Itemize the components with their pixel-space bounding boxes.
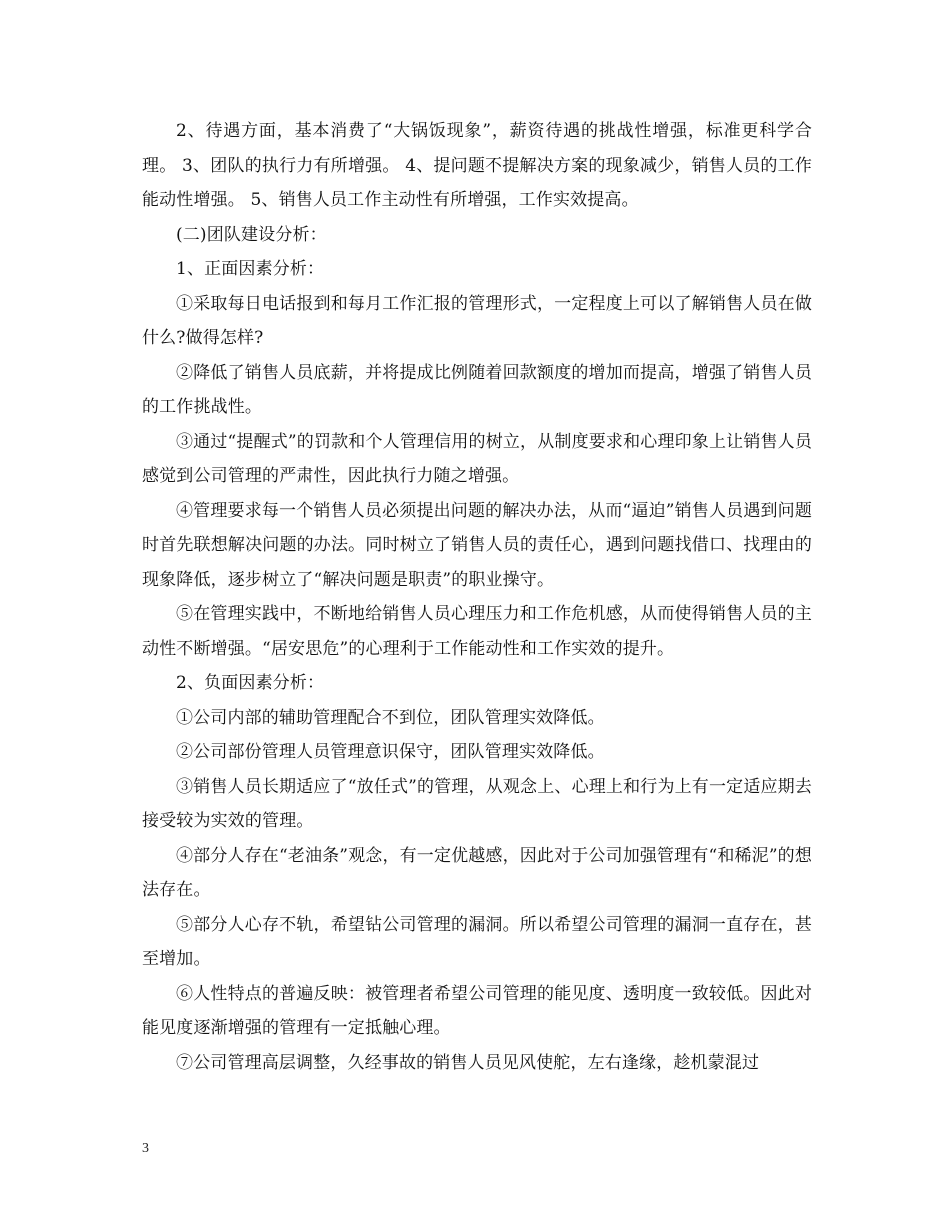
positive-factor-4: ④管理要求每一个销售人员必须提出问题的解决办法，从而“逼迫”销售人员遇到问题时首先联想解决问题的办法。同时树立了销售人员的责任心，遇到问题找借口、找理由的现象降低，逐步树立了“解决问题是职责”的职业操守。 (142, 500, 812, 590)
positive-factor-2: ②降低了销售人员底薪，并将提成比例随着回款额度的增加而提高，增强了销售人员的工作挑战性。 (142, 362, 812, 417)
paragraph-benefits-results: 2、待遇方面，基本消费了“大锅饭现象”，薪资待遇的挑战性增强，标准更科学合理。 3、团队的执行力有所增强。 4、提问题不提解决方案的现象减少，销售人员的工作能动性增强。 5、销售人员工作主动性有所增强，工作实效提高。 (142, 121, 812, 210)
negative-factor-5: ⑤部分人心存不轨，希望钻公司管理的漏洞。所以希望公司管理的漏洞一直存在，甚至增加。 (142, 914, 812, 969)
negative-factor-7: ⑦公司管理高层调整，久经事故的销售人员见风使舵，左右逢缘，趁机蒙混过 (176, 1052, 760, 1073)
positive-factor-5: ⑤在管理实践中，不断地给销售人员心理压力和工作危机感，从而使得销售人员的主动性不断增强。“居安思危”的心理利于工作能动性和工作实效的提升。 (142, 604, 812, 659)
document-body (142, 114, 812, 1080)
negative-factor-3: ③销售人员长期适应了“放任式”的管理，从观念上、心理上和行为上有一定适应期去接受较为实效的管理。 (142, 776, 812, 831)
negative-factor-1: ①公司内部的辅助管理配合不到位，团队管理实效降低。 (176, 707, 605, 728)
negative-factor-6: ⑥人性特点的普遍反映：被管理者希望公司管理的能见度、透明度一致较低。因此对能见度逐渐增强的管理有一定抵触心理。 (142, 983, 812, 1038)
positive-factor-1: ①采取每日电话报到和每月工作汇报的管理形式，一定程度上可以了解销售人员在做什么?做得怎样? (142, 293, 812, 348)
positive-factor-3: ③通过“提醒式”的罚款和个人管理信用的树立，从制度要求和心理印象上让销售人员感觉到公司管理的严肃性，因此执行力随之增强。 (142, 431, 812, 486)
negative-factor-2: ②公司部份管理人员管理意识保守，团队管理实效降低。 (176, 742, 605, 762)
subheading-positive-factors: 1、正面因素分析： (176, 259, 325, 279)
subheading-negative-factors: 2、负面因素分析： (176, 673, 325, 693)
section-heading-team-building: (二)团队建设分析： (176, 224, 327, 245)
page-number: 3 (142, 1141, 149, 1156)
negative-factor-4: ④部分人存在“老油条”观念，有一定优越感，因此对于公司加强管理有“和稀泥”的想法存在。 (142, 845, 812, 900)
